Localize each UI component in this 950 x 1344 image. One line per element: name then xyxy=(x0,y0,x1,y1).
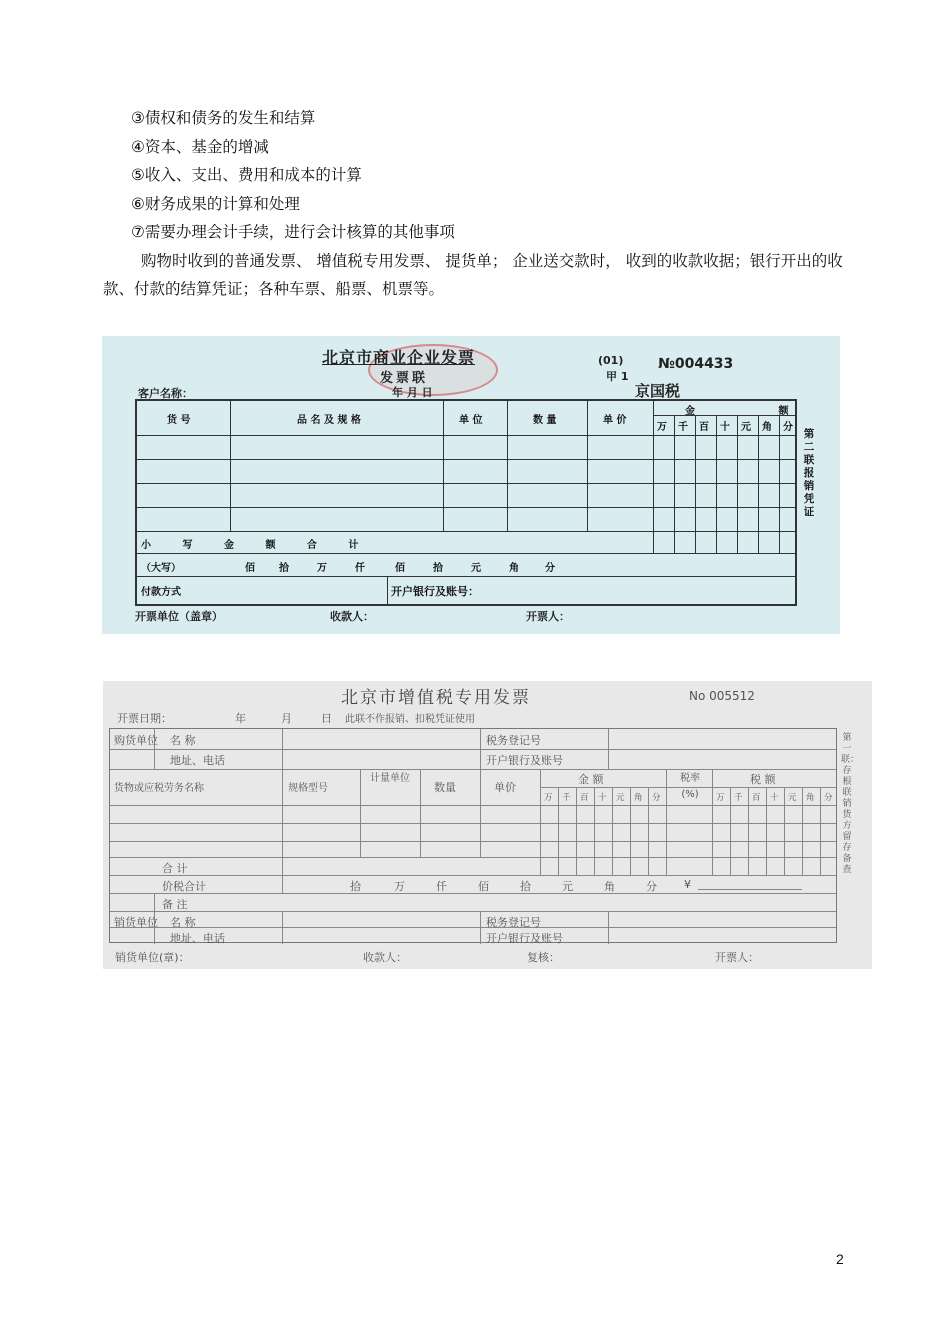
tax-total-unit: 拾 xyxy=(350,880,361,893)
buyer-address-label: 地址、电话 xyxy=(170,754,225,767)
date-unit: 月 xyxy=(281,712,292,725)
buyer-bank-label: 开户银行及账号 xyxy=(486,754,563,767)
uppercase-unit: 仟 xyxy=(355,563,365,574)
invoice1-subtitle: 发票联 xyxy=(380,371,429,386)
digit-label: 角 xyxy=(806,793,815,803)
buyer-tax-reg-label: 税务登记号 xyxy=(486,734,541,747)
seller-label: 销货单位 xyxy=(114,916,158,929)
header-item-no: 货 号 xyxy=(167,415,191,426)
invoice2-table xyxy=(109,728,837,943)
digit-label: 分 xyxy=(824,793,833,803)
digit-label: 千 xyxy=(678,422,688,433)
drawer-label: 开票人： xyxy=(715,951,759,964)
list-item: ⑦需要办理会计手续，进行会计核算的其他事项 xyxy=(131,223,455,241)
list-item: ③债权和债务的发生和结算 xyxy=(131,109,316,127)
list-item: ⑤收入、支出、费用和成本的计算 xyxy=(131,166,362,184)
buyer-label: 购货单位 xyxy=(114,734,158,747)
digit-label: 百 xyxy=(580,793,589,803)
payment-method-label: 付款方式 xyxy=(141,587,181,598)
digit-label: 万 xyxy=(544,793,553,803)
payee-label: 收款人： xyxy=(330,610,374,623)
issuer-label: 开票单位（盖章） xyxy=(135,610,223,623)
uppercase-unit: 拾 xyxy=(433,563,443,574)
header-unit: 单 位 xyxy=(459,415,483,426)
digit-label: 十 xyxy=(770,793,779,803)
header-quantity: 数量 xyxy=(434,781,456,794)
invoice2-number: No 005512 xyxy=(689,689,755,703)
uppercase-label: （大写） xyxy=(141,563,181,574)
digit-label: 十 xyxy=(598,793,607,803)
invoice1-customer-label: 客户名称： xyxy=(138,387,193,400)
invoice2-usage-note: 此联不作报销、扣税凭证使用 xyxy=(345,714,475,725)
uppercase-unit: 拾 xyxy=(279,563,289,574)
invoice2-side-note: 第一联：存根联 销货方留存备查 xyxy=(841,733,860,875)
invoice1-code: (01) xyxy=(598,354,624,367)
uppercase-unit: 万 xyxy=(317,563,327,574)
digit-label: 十 xyxy=(720,422,730,433)
digit-label: 角 xyxy=(634,793,643,803)
digit-label: 千 xyxy=(562,793,571,803)
digit-label: 角 xyxy=(762,422,772,433)
tax-total-unit: 万 xyxy=(394,880,405,893)
digit-label: 百 xyxy=(752,793,761,803)
tax-total-unit: 分 xyxy=(646,880,657,893)
body-text xyxy=(103,104,863,304)
tax-total-unit: 拾 xyxy=(520,880,531,893)
list-item: ④资本、基金的增减 xyxy=(131,137,269,156)
header-amount: 金 额 xyxy=(685,406,829,417)
invoice1-series: 甲 1 xyxy=(606,370,629,383)
paragraph xyxy=(103,247,863,304)
page-number: 2 xyxy=(836,1251,844,1267)
bank-account-label: 开户银行及账号： xyxy=(391,585,479,598)
digit-label: 分 xyxy=(783,422,793,433)
buyer-name-label: 名 称 xyxy=(170,734,196,747)
paragraph-text: 购物时收到的普通发票、 增值税专用发票、 提货单； 企业送交款时， 收到的收款收据；银行开出的收款、付款的结算凭证；各种车票、船票、机票等。 xyxy=(103,251,843,298)
invoice1-date-label: 年 月 日 xyxy=(392,386,433,399)
date-unit: 年 xyxy=(235,712,246,725)
invoice2-title: 北京市增值税专用发票 xyxy=(341,688,531,708)
digit-label: 元 xyxy=(741,422,751,433)
date-unit: 日 xyxy=(321,712,332,725)
header-quantity: 数 量 xyxy=(533,415,557,426)
uppercase-unit: 分 xyxy=(545,563,555,574)
seller-address-label: 地址、电话 xyxy=(170,932,225,945)
invoice2-date-label: 开票日期： xyxy=(117,712,172,725)
header-tax-rate: 税率 (%) xyxy=(680,773,700,800)
uppercase-unit: 角 xyxy=(509,563,519,574)
tax-total-label: 价税合计 xyxy=(162,880,206,893)
header-amount: 金 额 xyxy=(578,773,604,786)
seller-seal-label: 销货单位(章)： xyxy=(115,951,190,964)
tax-total-unit: 角 xyxy=(604,880,615,893)
tax-total-unit: 元 xyxy=(562,880,573,893)
digit-label: 分 xyxy=(652,793,661,803)
tax-total-unit: ¥ xyxy=(684,878,691,891)
seller-tax-reg-label: 税务登记号 xyxy=(486,916,541,929)
uppercase-unit: 佰 xyxy=(395,563,405,574)
total-label: 合 计 xyxy=(162,862,188,875)
seller-name-label: 名 称 xyxy=(170,916,196,929)
tax-total-unit: 佰 xyxy=(478,880,489,893)
digit-label: 千 xyxy=(734,793,743,803)
header-price: 单 价 xyxy=(603,415,627,426)
header-spec: 规格型号 xyxy=(288,783,328,794)
payee-label: 收款人： xyxy=(363,951,407,964)
invoice1-number: №004433 xyxy=(658,356,734,372)
digit-label: 百 xyxy=(699,422,709,433)
commercial-invoice-image xyxy=(102,336,840,634)
header-tax-amount: 税 额 xyxy=(750,773,776,786)
invoice1-tax-mark: 京国税 xyxy=(635,382,681,400)
drawer-label: 开票人： xyxy=(526,610,570,623)
header-name-spec: 品 名 及 规 格 xyxy=(297,415,361,426)
header-unit: 计量单位 xyxy=(370,773,410,784)
uppercase-unit: 佰 xyxy=(245,563,255,574)
header-price: 单价 xyxy=(494,781,516,794)
list-item: ⑥财务成果的计算和处理 xyxy=(131,194,300,213)
digit-label: 元 xyxy=(616,793,625,803)
digit-label: 元 xyxy=(788,793,797,803)
vat-invoice-image xyxy=(103,681,872,969)
invoice1-side-note: 第二联 报销凭证 xyxy=(803,428,815,518)
invoice1-title: 北京市商业企业发票 xyxy=(322,348,476,367)
subtotal-label: 小 写 金 额 合 计 xyxy=(141,540,373,551)
uppercase-unit: 元 xyxy=(471,563,481,574)
tax-total-unit: 仟 xyxy=(436,880,447,893)
digit-label: 万 xyxy=(657,422,667,433)
remark-label: 备 注 xyxy=(162,898,188,911)
header-goods-name: 货物或应税劳务名称 xyxy=(114,783,204,794)
digit-label: 万 xyxy=(716,793,725,803)
seller-bank-label: 开户银行及账号 xyxy=(486,932,563,945)
review-label: 复核： xyxy=(527,951,560,964)
